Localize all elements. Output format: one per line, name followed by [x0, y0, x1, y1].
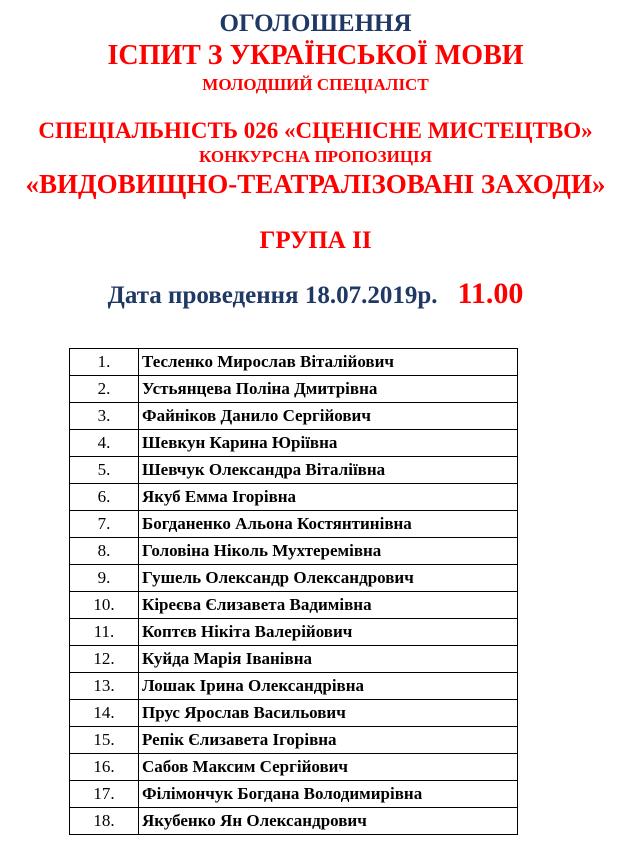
participant-name: Лошак Ірина Олександрівна [139, 673, 518, 700]
participant-name: Якубенко Ян Олександрович [139, 808, 518, 835]
level-subtitle: МОЛОДШИЙ СПЕЦІАЛІСТ [202, 75, 429, 94]
exam-title: ІСПИТ З УКРАЇНСЬКОЇ МОВИ [107, 40, 524, 71]
row-number: 4. [70, 430, 139, 457]
row-number: 12. [70, 646, 139, 673]
table-row [70, 781, 518, 808]
participant-name: Коптєв Нікіта Валерійович [139, 619, 518, 646]
row-number: 3. [70, 403, 139, 430]
row-number: 10. [70, 592, 139, 619]
offer-name: «ВИДОВИЩНО-ТЕАТРАЛІЗОВАНІ ЗАХОДИ» [25, 169, 606, 199]
participant-name: Гушель Олександр Олександрович [139, 565, 518, 592]
table-row [70, 673, 518, 700]
participant-name: Філімончук Богдана Володимирівна [139, 781, 518, 808]
exam-time: 11.00 [457, 277, 524, 310]
table-row [70, 592, 518, 619]
date-line [0, 279, 631, 309]
row-number: 15. [70, 727, 139, 754]
row-number: 6. [70, 484, 139, 511]
table-row [70, 511, 518, 538]
table-row [70, 376, 518, 403]
table-row [70, 619, 518, 646]
group-title: ГРУПА ІІ [259, 227, 372, 254]
table-row [70, 484, 518, 511]
participant-name: Тесленко Мирослав Віталійович [139, 349, 518, 376]
participant-name: Кіреєва Єлизавета Вадимівна [139, 592, 518, 619]
row-number: 16. [70, 754, 139, 781]
table-row [70, 349, 518, 376]
participant-name: Репік Єлизавета Ігорівна [139, 727, 518, 754]
participants-table [69, 348, 518, 835]
participant-name: Богданенко Альона Костянтинівна [139, 511, 518, 538]
announcement-title: ОГОЛОШЕННЯ [219, 10, 412, 37]
row-number: 7. [70, 511, 139, 538]
participant-name: Куйда Марія Іванівна [139, 646, 518, 673]
row-number: 8. [70, 538, 139, 565]
table-row [70, 457, 518, 484]
table-row [70, 727, 518, 754]
offer-label: КОНКУРСНА ПРОПОЗИЦІЯ [199, 147, 432, 166]
table-row [70, 646, 518, 673]
row-number: 17. [70, 781, 139, 808]
participant-name: Головіна Ніколь Мухтеремівна [139, 538, 518, 565]
specialty-title: СПЕЦІАЛЬНІСТЬ 026 «СЦЕНІСНЕ МИСТЕЦТВО» [38, 118, 593, 143]
participant-name: Шевчук Олександра Віталіївна [139, 457, 518, 484]
row-number: 2. [70, 376, 139, 403]
row-number: 11. [70, 619, 139, 646]
table-row [70, 538, 518, 565]
table-row [70, 403, 518, 430]
participant-name: Сабов Максим Сергійович [139, 754, 518, 781]
row-number: 13. [70, 673, 139, 700]
participant-name: Шевкун Карина Юріївна [139, 430, 518, 457]
participant-name: Файніков Данило Сергійович [139, 403, 518, 430]
table-row [70, 808, 518, 835]
row-number: 9. [70, 565, 139, 592]
table-row [70, 565, 518, 592]
participant-name: Якуб Емма Ігорівна [139, 484, 518, 511]
row-number: 14. [70, 700, 139, 727]
participant-name: Устьянцева Поліна Дмитрівна [139, 376, 518, 403]
exam-date: Дата проведення 18.07.2019р. [107, 282, 438, 309]
table-row [70, 700, 518, 727]
participant-name: Прус Ярослав Васильович [139, 700, 518, 727]
row-number: 5. [70, 457, 139, 484]
table-row [70, 754, 518, 781]
table-row [70, 430, 518, 457]
row-number: 1. [70, 349, 139, 376]
row-number: 18. [70, 808, 139, 835]
